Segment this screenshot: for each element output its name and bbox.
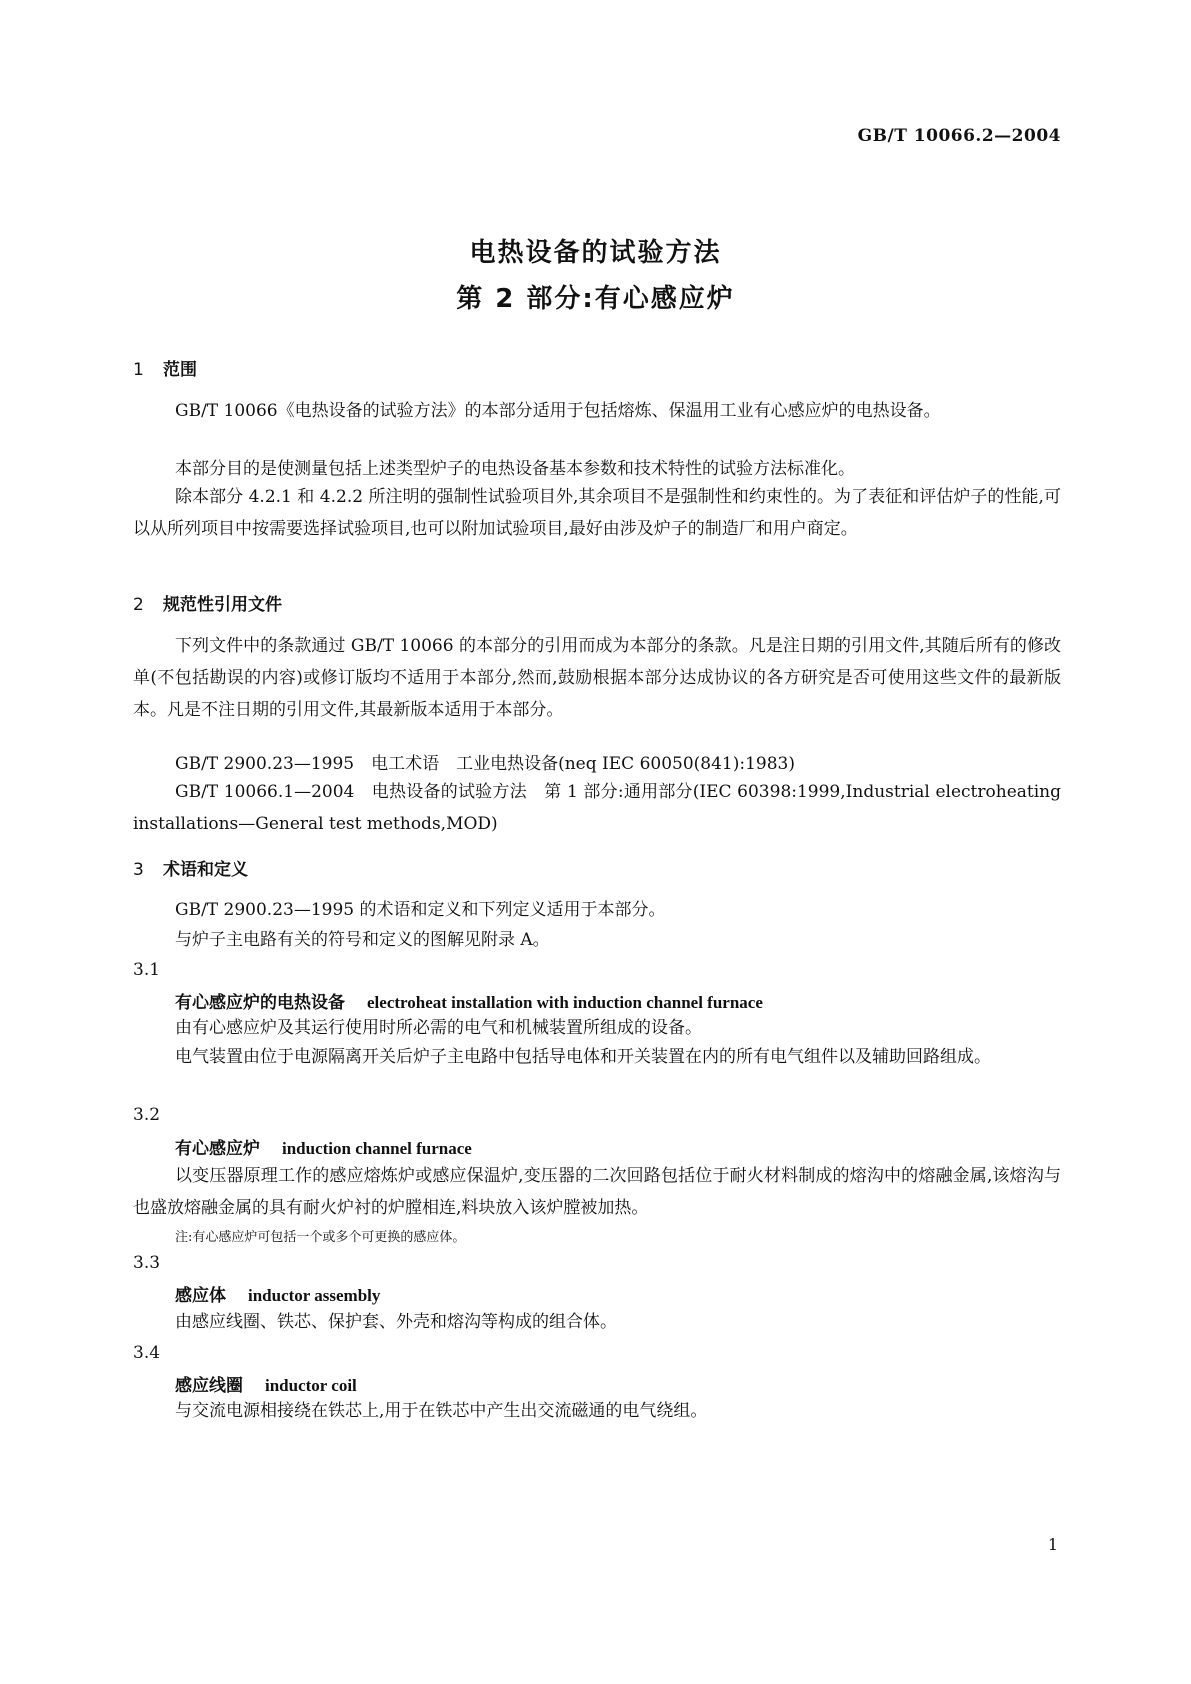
paragraph: GB/T 2900.23—1995 的术语和定义和下列定义适用于本部分。 <box>175 900 666 920</box>
clause-number: 3.4 <box>133 1343 161 1363</box>
definition: 与交流电源相接绕在铁芯上,用于在铁芯中产生出交流磁通的电气绕组。 <box>175 1401 708 1421</box>
section-number: 2 <box>133 595 144 615</box>
clause-number: 3.2 <box>133 1105 161 1125</box>
paragraph: 下列文件中的条款通过 GB/T 10066 的本部分的引用而成为本部分的条款。凡是注日期的引用文件,其随后所有的修改单(不包括勘误的内容)或修订版均不适用于本部分,然而,鼓励根据本部分达成协议的各方研究是否可使用这些文件的最新版本。凡是不注日期的引用文件,其最新版本适用于本部分。 <box>133 636 1061 720</box>
term-en: electroheat installation with induction channel furnace <box>367 993 763 1012</box>
paragraph: 本部分目的是使测量包括上述类型炉子的电热设备基本参数和技术特性的试验方法标准化。 <box>175 459 855 479</box>
section-heading-terms <box>133 855 248 880</box>
section-title: 规范性引用文件 <box>163 595 282 615</box>
section-title: 术语和定义 <box>163 860 248 880</box>
term-entry <box>175 1371 357 1396</box>
page-number: 1 <box>1047 1535 1058 1554</box>
definition: 由感应线圈、铁芯、保护套、外壳和熔沟等构成的组合体。 <box>175 1312 617 1332</box>
clause-number: 3.1 <box>133 960 161 980</box>
section-number: 1 <box>133 360 144 380</box>
document-title: 电热设备的试验方法 <box>469 238 722 268</box>
clause-number: 3.3 <box>133 1253 161 1273</box>
term-en: inductor coil <box>265 1376 357 1395</box>
definition: 电气装置由位于电源隔离开关后炉子主电路中包括导电体和开关装置在内的所有电气组件以及辅助回路组成。 <box>175 1047 991 1067</box>
term-entry <box>175 988 763 1013</box>
note: 注:有心感应炉可包括一个或多个可更换的感应体。 <box>175 1230 466 1245</box>
reference-item: GB/T 10066.1—2004 电热设备的试验方法 第 1 部分:通用部分(IEC 60398:1999,Industrial electroheating installations—General test methods,MOD) <box>133 782 1061 834</box>
term-entry <box>175 1281 380 1306</box>
paragraph: GB/T 10066《电热设备的试验方法》的本部分适用于包括熔炼、保温用工业有心感应炉的电热设备。 <box>175 401 941 421</box>
document-subtitle: 第 2 部分:有心感应炉 <box>456 284 735 314</box>
term-en: inductor assembly <box>248 1286 381 1305</box>
standard-number: GB/T 10066.2—2004 <box>857 126 1061 146</box>
definition: 以变压器原理工作的感应熔炼炉或感应保温炉,变压器的二次回路包括位于耐火材料制成的熔沟中的熔融金属,该熔沟与也盛放熔融金属的具有耐火炉衬的炉膛相连,料块放入该炉膛被加热。 <box>133 1166 1061 1218</box>
section-number: 3 <box>133 860 144 880</box>
section-heading-references <box>133 590 282 615</box>
section-heading-scope <box>133 355 197 380</box>
reference-item: GB/T 2900.23—1995 电工术语 工业电热设备(neq IEC 60050(841):1983) <box>175 754 795 774</box>
term-zh: 有心感应炉的电热设备 <box>175 993 345 1013</box>
paragraph: 除本部分 4.2.1 和 4.2.2 所注明的强制性试验项目外,其余项目不是强制性和约束性的。为了表征和评估炉子的性能,可以从所列项目中按需要选择试验项目,也可以附加试验项目,最好由涉及炉子的制造厂和用户商定。 <box>133 487 1061 539</box>
term-entry <box>175 1134 472 1159</box>
term-en: induction channel furnace <box>282 1139 472 1158</box>
term-zh: 有心感应炉 <box>175 1139 260 1159</box>
term-zh: 感应体 <box>175 1286 226 1306</box>
definition: 由有心感应炉及其运行使用时所必需的电气和机械装置所组成的设备。 <box>175 1018 702 1038</box>
section-title: 范围 <box>163 360 197 380</box>
term-zh: 感应线圈 <box>175 1376 243 1396</box>
paragraph: 与炉子主电路有关的符号和定义的图解见附录 A。 <box>175 930 550 950</box>
